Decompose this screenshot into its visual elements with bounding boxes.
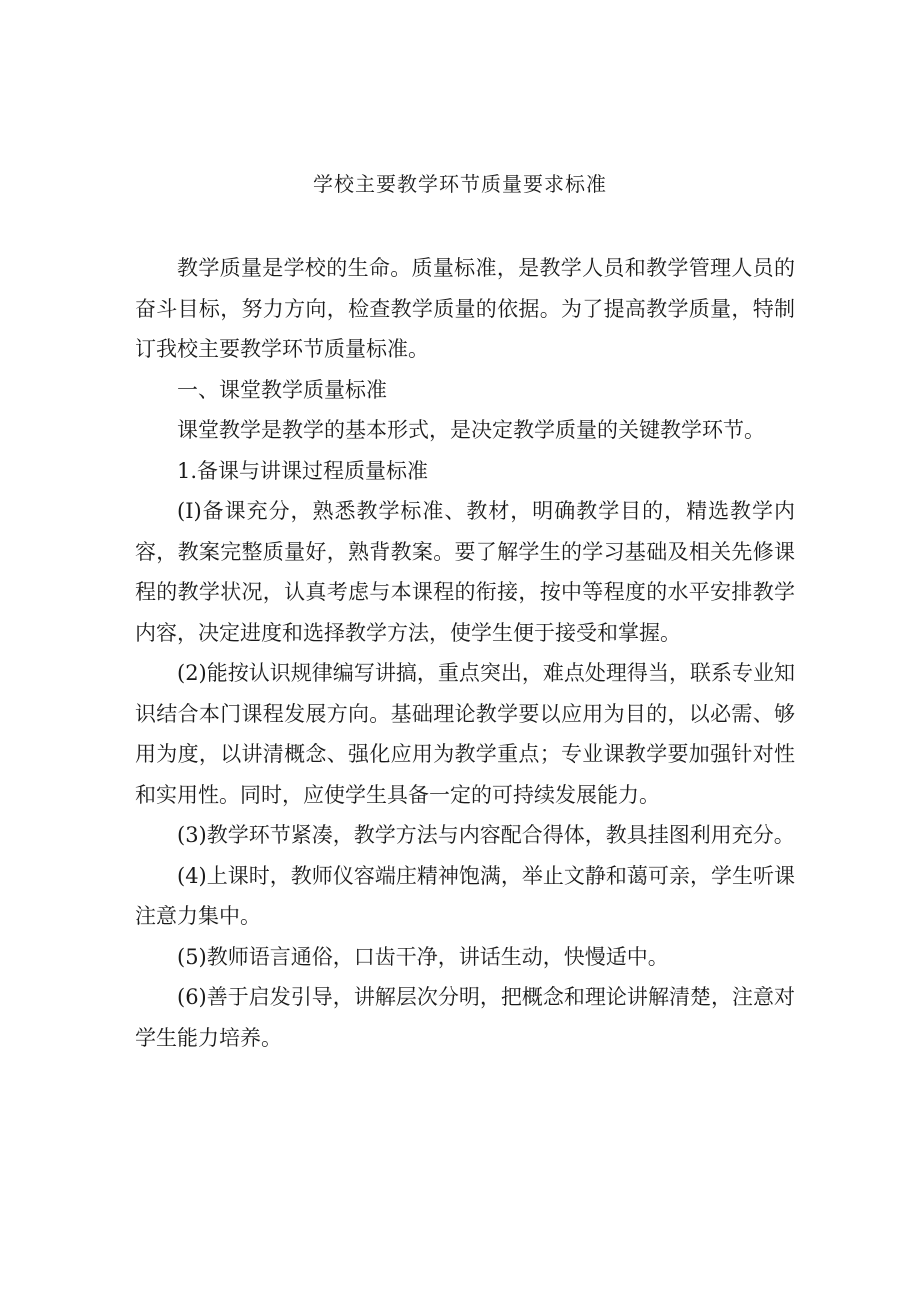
item-paragraph-3: (3)教学环节紧凑，教学方法与内容配合得体，教具挂图利用充分。: [177, 823, 795, 847]
item-paragraph-2: (2)能按认识规律编写讲搞，重点突出，难点处理得当，联系专业知识结合本门课程发展方向。基础理论教学要以应用为目的，以必需、够用为度，以讲清概念、强化应用为教学重点；专业课教学要加强针对性和实用性。同时，应使学生具备一定的可持续发展能力。: [135, 661, 795, 807]
document-title: 学校主要教学环节质量要求标准: [313, 172, 607, 196]
section-heading-classroom: 一、课堂教学质量标准: [177, 377, 387, 402]
intro-paragraph: 教学质量是学校的生命。质量标准，是教学人员和教学管理人员的奋斗目标，努力方向，检查教学质量的依据。为了提高教学质量，特制订我校主要教学环节质量标准。: [135, 256, 795, 361]
document-body: [135, 248, 795, 1058]
item-paragraph-1: (I)备课充分，熟悉教学标准、教材，明确教学目的，精选教学内容，教案完整质量好，熟背教案。要了解学生的学习基础及相关先修课程的教学状况，认真考虑与本课程的衔接，按中等程度的水平安排教学内容，决定进度和选择教学方法，使学生便于接受和掌握。: [135, 499, 795, 645]
subsection-heading-prep: 1.备课与讲课过程质量标准: [177, 458, 429, 483]
item-paragraph-6: (6)善于启发引导，讲解层次分明，把概念和理论讲解清楚，注意对学生能力培养。: [135, 985, 795, 1050]
classroom-intro-paragraph: 课堂教学是教学的基本形式，是决定教学质量的关键教学环节。: [177, 418, 765, 442]
item-paragraph-5: (5)教师语言通俗，口齿干净，讲话生动，快慢适中。: [177, 944, 669, 969]
item-paragraph-4: (4)上课时，教师仪容端庄精神饱满，举止文静和蔼可亲，学生听课注意力集中。: [135, 863, 795, 928]
